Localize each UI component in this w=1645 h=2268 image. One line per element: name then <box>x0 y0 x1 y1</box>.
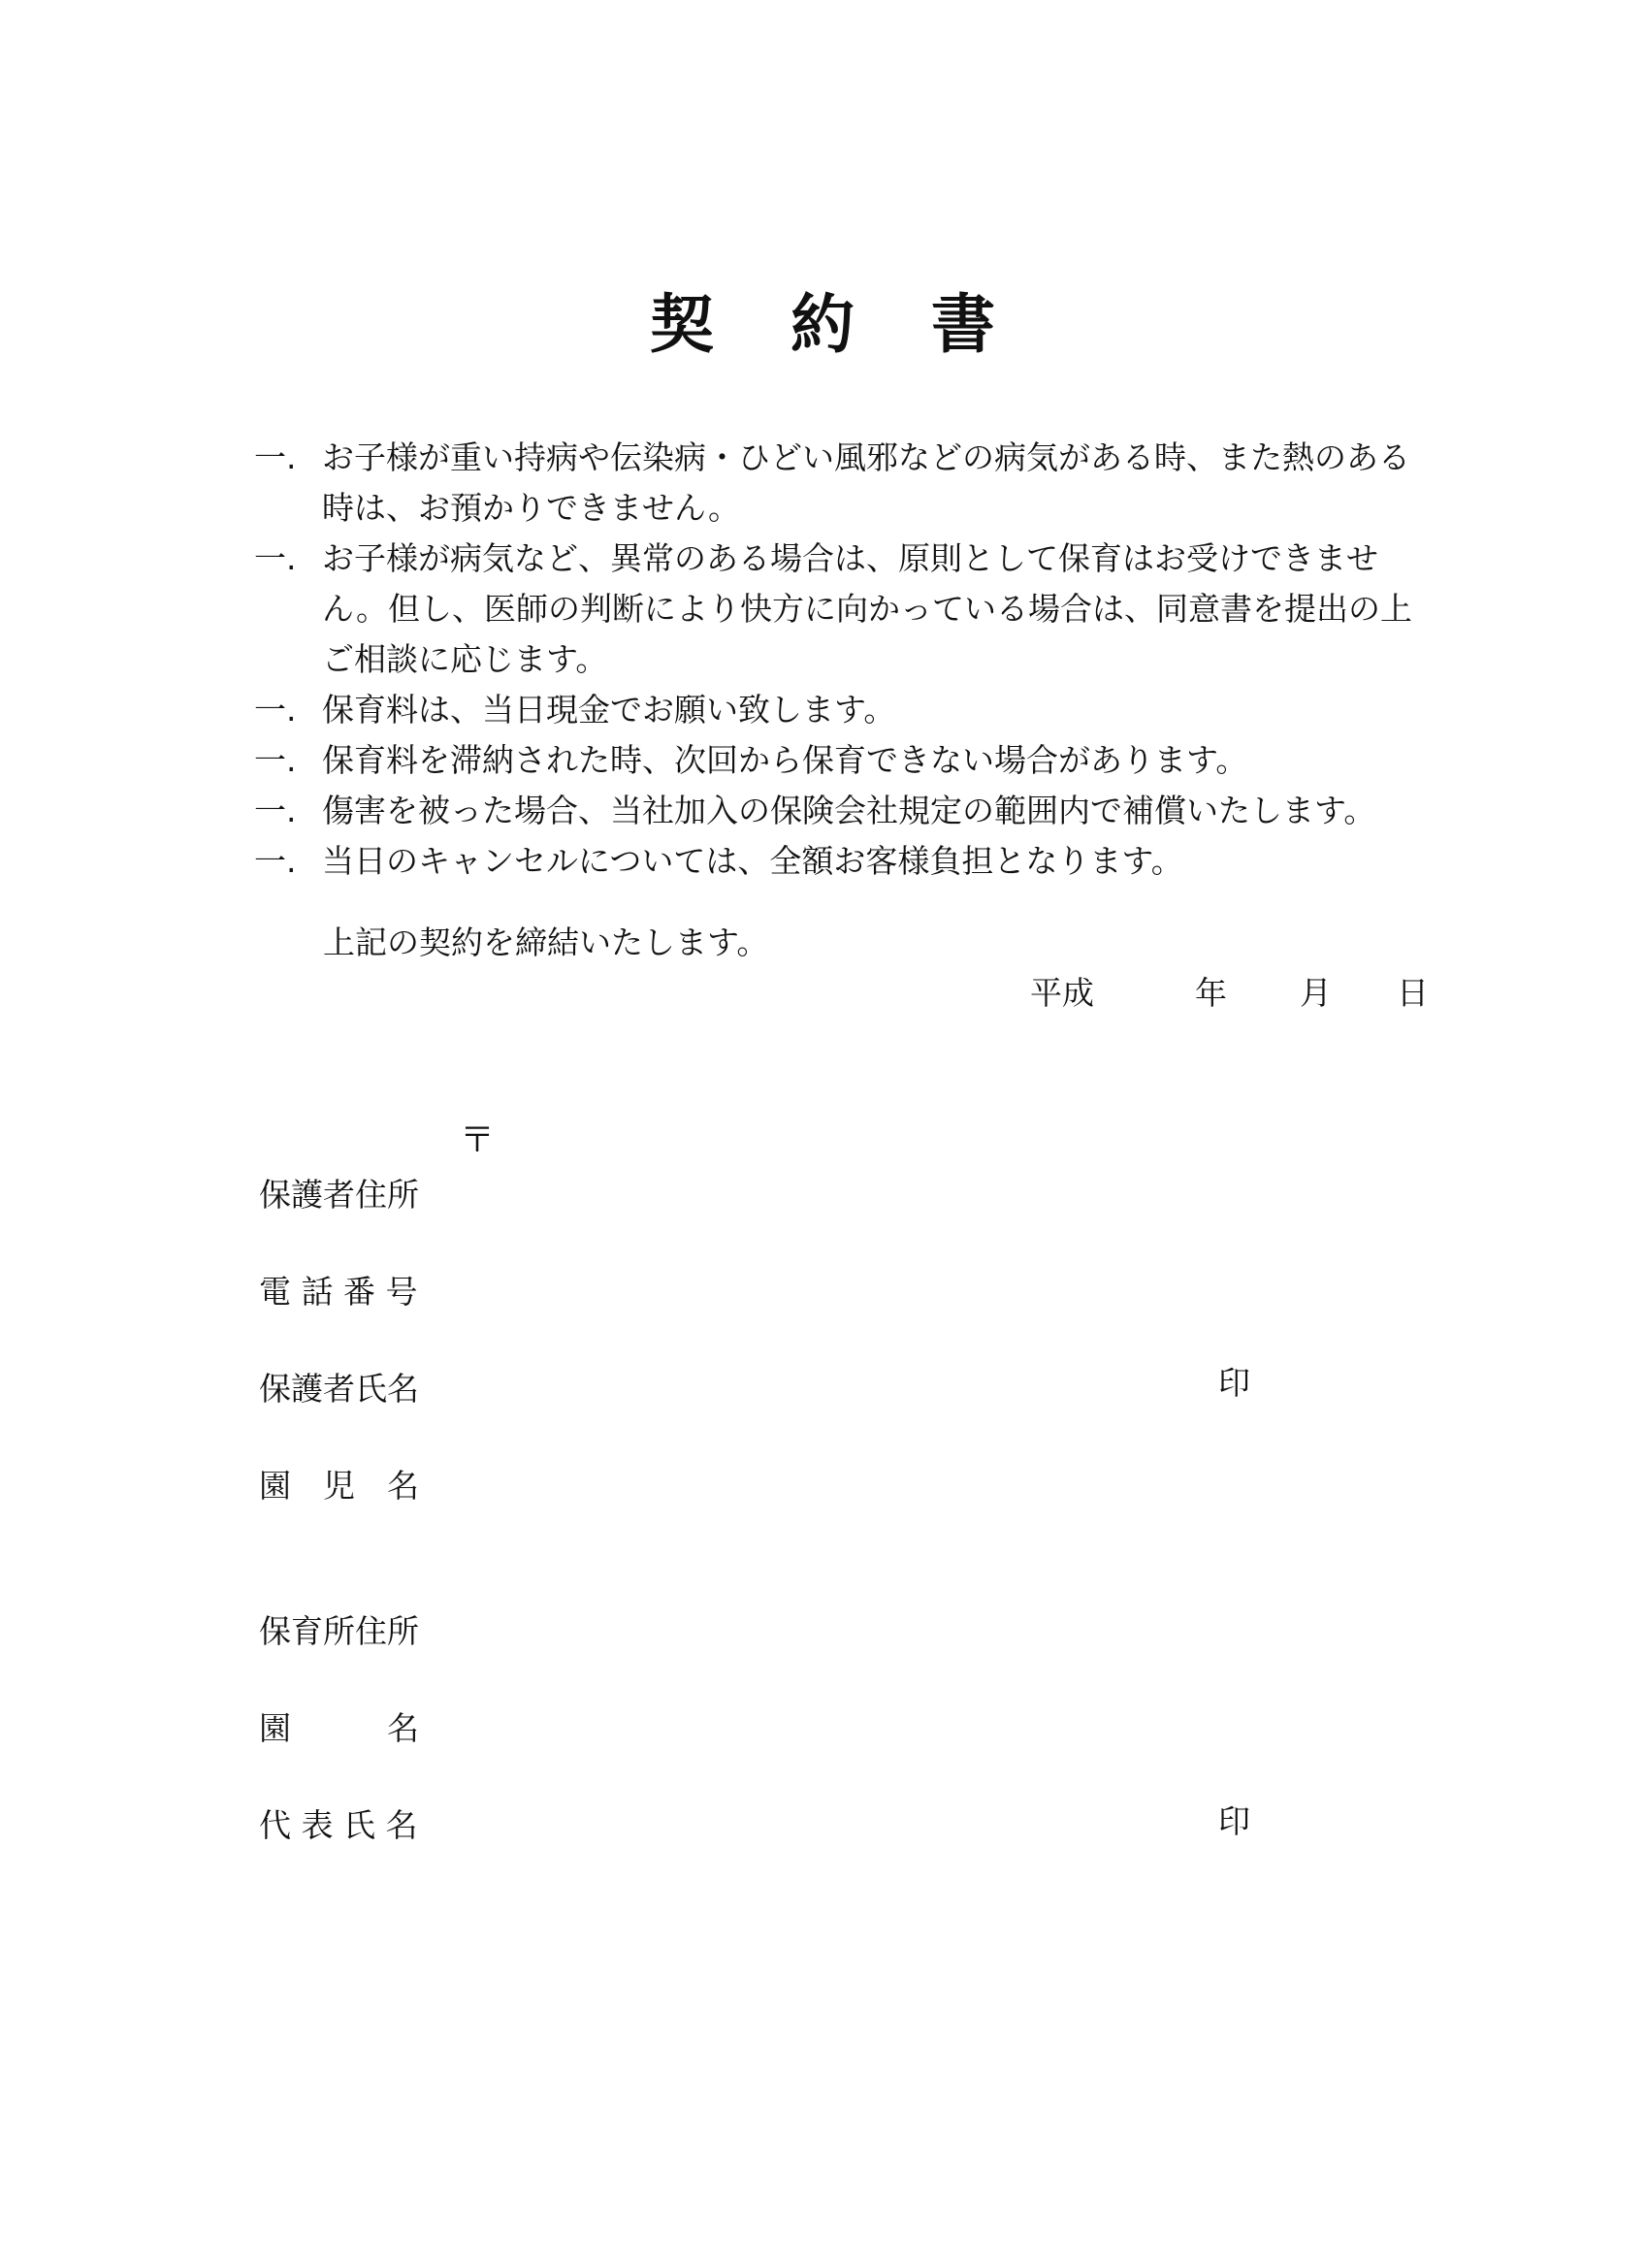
guardian-name-label: 保護者氏名 <box>259 1370 419 1408</box>
clause-item <box>254 786 1437 836</box>
clause-list <box>254 433 1437 887</box>
clause-item <box>254 735 1437 786</box>
child-name-label: 園 児 名 <box>259 1467 419 1505</box>
clause-item <box>254 836 1437 887</box>
clause-item <box>254 685 1437 735</box>
agreement-statement: 上記の契約を締結いたします。 <box>323 923 769 961</box>
date-day-label: 日 <box>1397 974 1429 1012</box>
clause-text: 保育料を滞納された時、次回から保育できない場合があります。 <box>322 741 1248 779</box>
guardian-address-label: 保護者住所 <box>259 1176 419 1214</box>
clause-mark: 一. <box>254 741 297 779</box>
clause-mark: 一. <box>254 792 297 829</box>
clause-text: お子様が重い持病や伝染病・ひどい風邪などの病気がある時、また熱のある時は、お預かりできません。 <box>322 438 1410 527</box>
clause-mark: 一. <box>254 691 297 729</box>
representative-seal-mark: 印 <box>1218 1802 1250 1840</box>
document-title: 契 約 書 <box>650 287 1022 362</box>
clause-mark: 一. <box>254 842 297 880</box>
nursery-name-label: 園 名 <box>259 1709 419 1747</box>
clause-mark: 一. <box>254 438 297 476</box>
clause-mark: 一. <box>254 539 297 577</box>
clause-text: 傷害を被った場合、当社加入の保険会社規定の範囲内で補償いたします。 <box>322 792 1376 829</box>
date-era: 平成 <box>1030 974 1094 1012</box>
clause-item <box>254 433 1437 534</box>
date-month-label: 月 <box>1300 974 1332 1012</box>
clause-item <box>254 534 1437 685</box>
guardian-phone-label: 電 話 番 号 <box>259 1273 418 1311</box>
representative-name-label: 代 表 氏 名 <box>259 1806 418 1844</box>
clause-text: 当日のキャンセルについては、全額お客様負担となります。 <box>322 842 1183 880</box>
clause-text: 保育料は、当日現金でお願い致します。 <box>322 691 896 729</box>
guardian-seal-mark: 印 <box>1218 1364 1250 1402</box>
postal-mark-icon: 〒 <box>460 1120 496 1160</box>
clause-text: お子様が病気など、異常のある場合は、原則として保育はお受けできません。但し、医師の判断により快方に向かっている場合は、同意書を提出の上ご相談に応じます。 <box>322 539 1412 678</box>
nursery-address-label: 保育所住所 <box>259 1612 419 1650</box>
date-year-label: 年 <box>1195 974 1227 1012</box>
